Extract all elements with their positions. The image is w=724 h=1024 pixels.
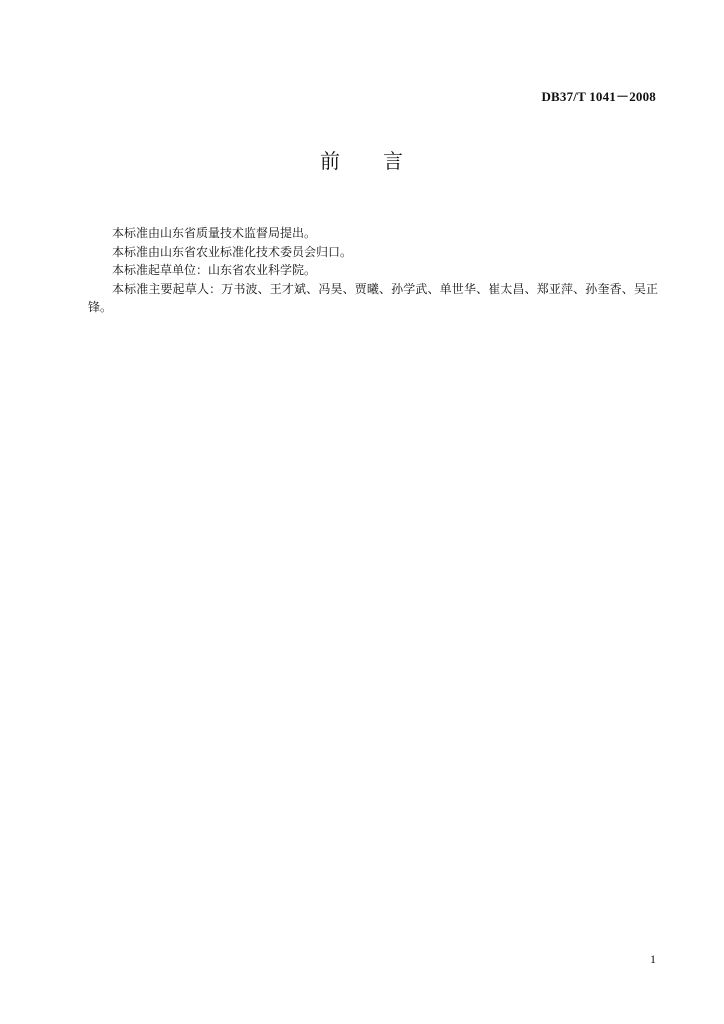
page-number: 1 xyxy=(650,952,656,966)
standard-code: DB37/T 1041－2008 xyxy=(541,89,656,104)
paragraph-administrator: 本标准由山东省农业标准化技术委员会归口。 xyxy=(112,244,353,259)
paragraph-proposer: 本标准由山东省质量技术监督局提出。 xyxy=(112,226,317,240)
preface-body xyxy=(88,224,658,317)
section-title: 前 言 xyxy=(320,149,404,173)
paragraph-drafting-unit: 本标准起草单位：山东省农业科学院。 xyxy=(112,263,317,277)
paragraph-drafters: 本标准主要起草人：万书波、王才斌、冯昊、贾曦、孙学武、单世华、崔太昌、郑亚萍、孙奎香、吴正锋。 xyxy=(88,281,658,314)
